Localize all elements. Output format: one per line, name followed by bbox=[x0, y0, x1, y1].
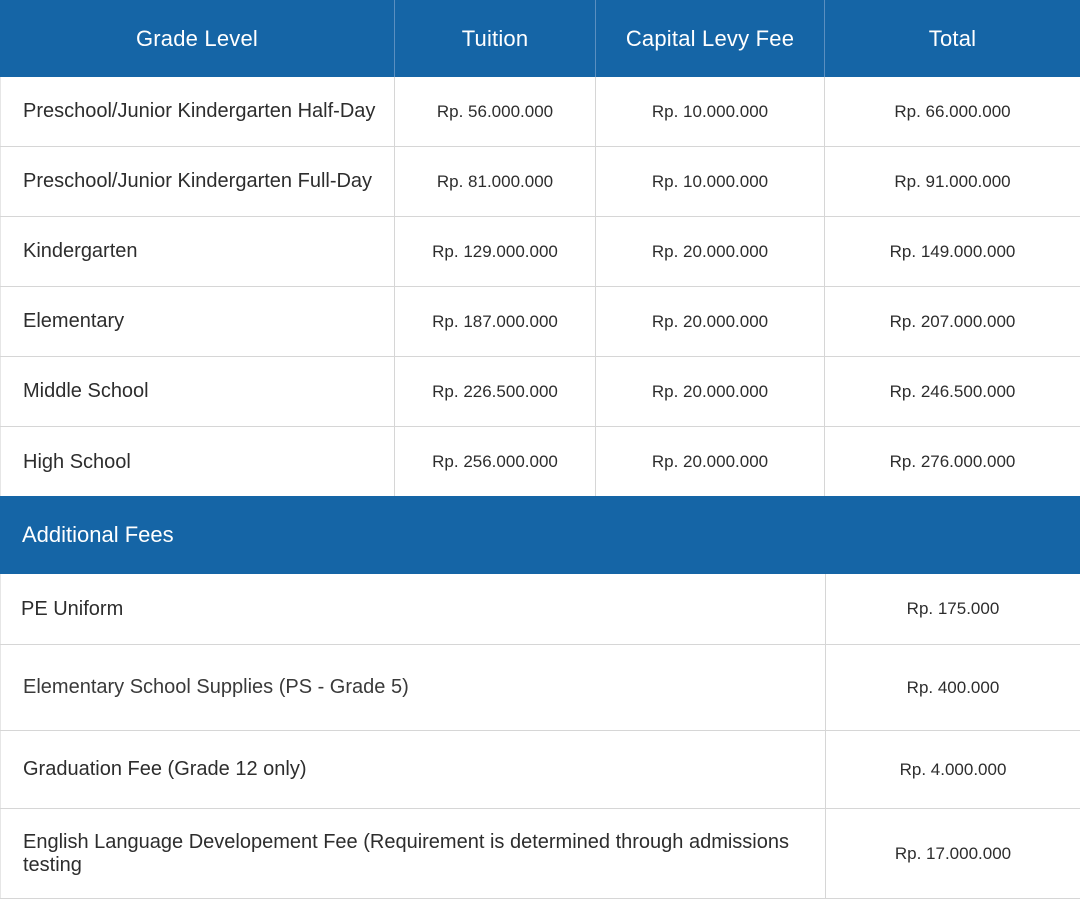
total-cell: Rp. 246.500.000 bbox=[889, 381, 1016, 401]
grade-cell: High School bbox=[0, 427, 395, 497]
header-total: Total bbox=[928, 25, 977, 51]
fee-value: Rp. 17.000.000 bbox=[825, 809, 1080, 898]
table-row bbox=[0, 217, 1080, 287]
fee-label: English Language Developement Fee (Requirement is determined through admissions testing bbox=[0, 809, 825, 898]
header-capital-levy-fee: Capital Levy Fee bbox=[596, 0, 825, 77]
fee-label: PE Uniform bbox=[0, 574, 825, 644]
list-item bbox=[0, 731, 1080, 809]
grade-cell: Kindergarten bbox=[0, 217, 395, 286]
tuition-cell: Rp. 129.000.000 bbox=[395, 217, 596, 286]
levy-cell: Rp. 20.000.000 bbox=[596, 427, 825, 497]
grade-cell: Preschool/Junior Kindergarten Half-Day bbox=[0, 77, 395, 146]
fee-value: Rp. 4.000.000 bbox=[825, 731, 1080, 808]
levy-cell: Rp. 20.000.000 bbox=[596, 357, 825, 426]
total-cell: Rp. 276.000.000 bbox=[889, 452, 1016, 471]
total-cell: Rp. 66.000.000 bbox=[894, 101, 1011, 121]
table-body bbox=[0, 77, 1080, 497]
list-item bbox=[0, 809, 1080, 899]
fee-value: Rp. 175.000 bbox=[825, 574, 1080, 644]
table-row bbox=[0, 287, 1080, 357]
tuition-cell: Rp. 81.000.000 bbox=[395, 147, 596, 216]
fee-label: Elementary School Supplies (PS - Grade 5) bbox=[0, 645, 825, 730]
table-header-row bbox=[0, 0, 1080, 77]
levy-cell: Rp. 20.000.000 bbox=[596, 287, 825, 356]
table-row bbox=[0, 147, 1080, 217]
table-row bbox=[0, 357, 1080, 427]
header-tuition: Tuition bbox=[395, 0, 596, 77]
header-grade-level: Grade Level bbox=[0, 0, 395, 77]
additional-fees-heading: Additional Fees bbox=[0, 496, 1080, 574]
tuition-cell: Rp. 256.000.000 bbox=[395, 427, 596, 497]
grade-cell: Elementary bbox=[0, 287, 395, 356]
total-cell: Rp. 207.000.000 bbox=[889, 311, 1016, 331]
levy-cell: Rp. 10.000.000 bbox=[596, 147, 825, 216]
levy-cell: Rp. 10.000.000 bbox=[596, 77, 825, 146]
list-item bbox=[0, 645, 1080, 731]
tuition-cell: Rp. 187.000.000 bbox=[395, 287, 596, 356]
total-cell: Rp. 149.000.000 bbox=[889, 241, 1016, 261]
levy-cell: Rp. 20.000.000 bbox=[596, 217, 825, 286]
grade-cell: Preschool/Junior Kindergarten Full-Day bbox=[0, 147, 395, 216]
grade-cell: Middle School bbox=[0, 357, 395, 426]
tuition-cell: Rp. 226.500.000 bbox=[395, 357, 596, 426]
fee-label: Graduation Fee (Grade 12 only) bbox=[0, 731, 825, 808]
table-row bbox=[0, 77, 1080, 147]
table-row bbox=[0, 427, 1080, 497]
additional-fees-list bbox=[0, 574, 1080, 899]
fee-value: Rp. 400.000 bbox=[825, 645, 1080, 730]
tuition-cell: Rp. 56.000.000 bbox=[395, 77, 596, 146]
total-cell: Rp. 91.000.000 bbox=[894, 171, 1011, 191]
list-item bbox=[0, 574, 1080, 645]
